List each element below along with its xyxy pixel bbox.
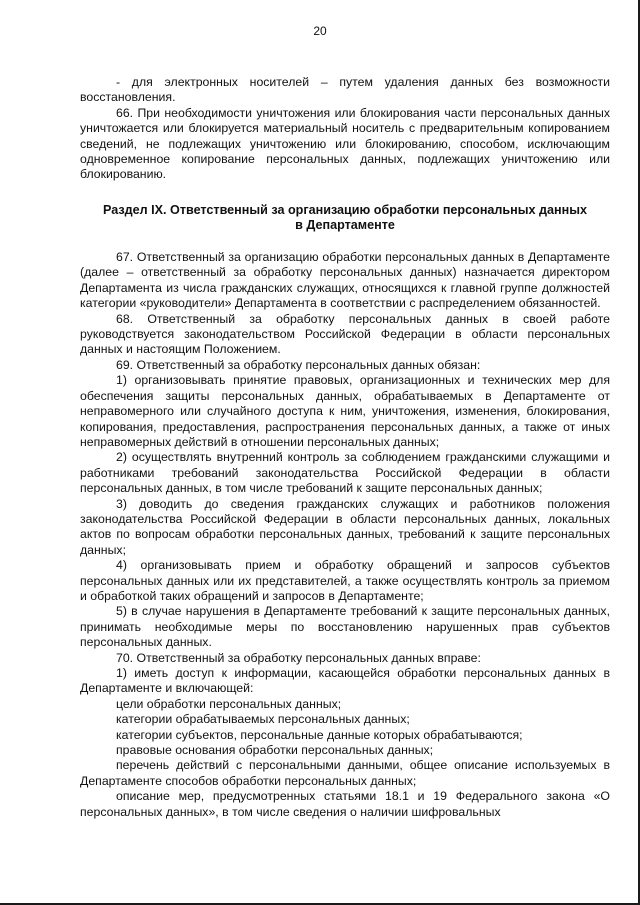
document-body xyxy=(80,75,610,820)
page-number: 20 xyxy=(313,24,327,38)
list-item-69-3: 3) доводить до сведения гражданских служащих и работников положения законодательства Российской Федерации в области персональных данных, локальных актов по вопросам обработки персональных данных, требований к защите персональных данных; xyxy=(80,496,610,557)
paragraph-68: 68. Ответственный за обработку персональных данных в своей работе руководствуется законодательством Российской Федерации в области персональных данных и настоящим Положением. xyxy=(80,311,610,357)
paragraph-70: 70. Ответственный за обработку персональных данных вправе: xyxy=(116,650,481,665)
section-heading: Раздел IX. Ответственный за организацию обработки персональных данных в Департаменте xyxy=(102,202,588,233)
list-item-69-2: 2) осуществлять внутренний контроль за соблюдением гражданскими служащими и работниками требований законодательства Российской Федерации в области персональных данных, в том числе требований к защите персональных данных; xyxy=(80,450,610,496)
list-line-actions: перечень действий с персональными данными, общее описание используемых в Департаменте способов обработки персональных данных; xyxy=(80,758,610,788)
paragraph-67: 67. Ответственный за организацию обработки персональных данных в Департаменте (далее – ответственный за обработку персональных данных) назначается директором Департамента из числа гражданских служащих, относящихся к главной группе должностей категории «руководители» Департамента в соответствии с распределением обязанностей. xyxy=(80,250,610,311)
list-line-goals: цели обработки персональных данных; xyxy=(116,696,342,711)
list-item-70-1: 1) иметь доступ к информации, касающейся обработки персональных данных в Департаменте и включающей: xyxy=(80,666,610,696)
list-line-subject-categories: категории субъектов, персональные данные которых обрабатываются; xyxy=(116,727,523,742)
list-item-69-1: 1) организовывать принятие правовых, организационных и технических мер для обеспечения защиты персональных данных, обрабатываемых в Департаменте от неправомерного или случайного доступа к ним, уничтожения, изменения, блокирования, копирования, предоставления, распространения персональных данных, а также от иных неправомерных действий в отношении персональных данных; xyxy=(80,373,610,449)
paragraph-69: 69. Ответственный за обработку персональных данных обязан: xyxy=(116,357,481,372)
list-item-69-5: 5) в случае нарушения в Департаменте требований к защите персональных данных, принимать необходимые меры по восстановлению нарушенных прав субъектов персональных данных. xyxy=(80,604,610,650)
list-line-legal-basis: правовые основания обработки персональных данных; xyxy=(116,743,434,758)
paragraph-66: 66. При необходимости уничтожения или блокирования части персональных данных уничтожается или блокируется материальный носитель с предварительным копированием сведений, не подлежащих уничтожению или блокированию, способом, исключающим одновременное копирование персональных данных, подлежащих уничтожению или блокированию. xyxy=(80,105,610,182)
paragraph-electronic-media: - для электронных носителей – путем удаления данных без возможности восстановления. xyxy=(80,75,610,105)
list-line-measures: описание мер, предусмотренных статьями 18.1 и 19 Федерального закона «О персональных данных», в том числе сведения о наличии шифровальных xyxy=(80,789,610,819)
list-item-69-4: 4) организовывать прием и обработку обращений и запросов субъектов персональных данных или их представителей, а также осуществлять контроль за приемом и обработкой таких обращений и запросов в Департаменте; xyxy=(80,558,610,603)
list-line-data-categories: категории обрабатываемых персональных данных; xyxy=(116,712,410,727)
